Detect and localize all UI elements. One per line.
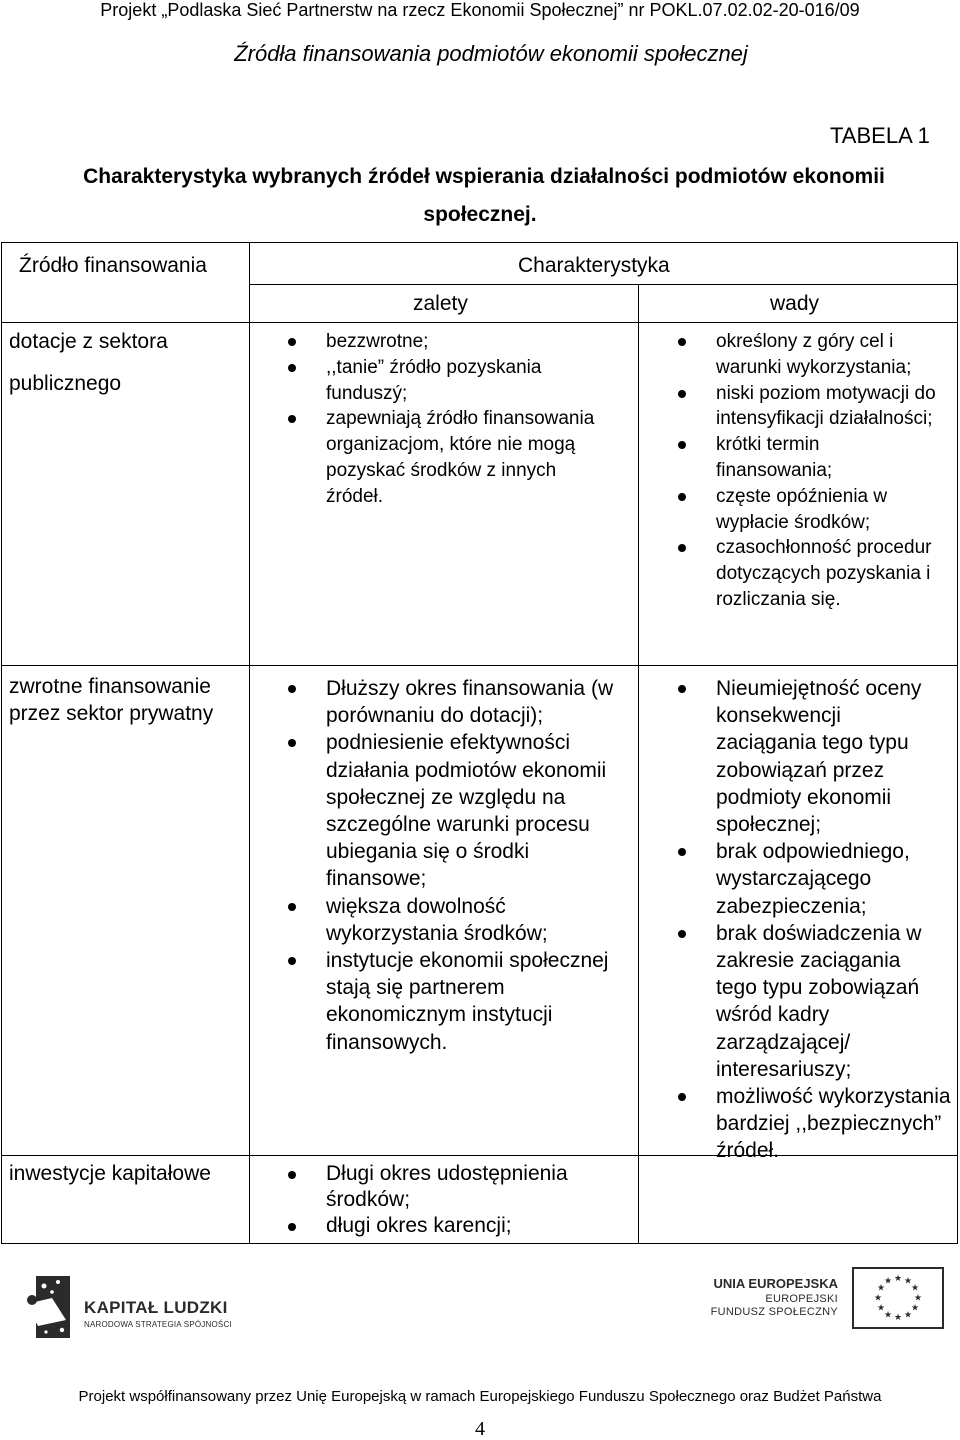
eu-logo-line1: UNIA EUROPEJSKA: [713, 1276, 838, 1291]
project-header: Projekt „Podlaska Sieć Partnerstw na rzecz Ekonomii Społecznej” nr POKL.07.02.02-20-016/09: [100, 0, 860, 20]
svg-text:★: ★: [903, 1310, 913, 1321]
list-item: możliwość wykorzystania bardziej ,,bezpiecznych” źródeł.: [674, 1083, 956, 1165]
row2-source: zwrotne finansowanie przez sektor prywatny: [9, 675, 214, 725]
kapital-ludzki-emblem-icon: [22, 1272, 82, 1342]
table-border-top: [1, 242, 958, 243]
header-cons: wady: [770, 292, 820, 315]
list-item: brak doświadczenia w zakresie zaciągania tego typu zobowiązań wśród kadry zarządzającej/ interesariuszy;: [674, 920, 956, 1083]
eu-logo-line3: FUNDUSZ SPOŁECZNY: [710, 1306, 838, 1318]
eu-efs-logo: [690, 1266, 946, 1332]
svg-text:★: ★: [913, 1293, 923, 1304]
list-item: większa dowolność wykorzystania środków;: [284, 893, 630, 947]
header-source: Źródło finansowania: [19, 254, 207, 277]
kapital-ludzki-title: KAPITAŁ LUDZKI: [84, 1298, 228, 1317]
list-item: podniesienie efektywności działania podmiotów ekonomii społecznej ze względu na szczególne warunki procesu ubiegania się o środki finansowe;: [284, 729, 630, 892]
table-border-bottom: [1, 1243, 958, 1244]
page-number: 4: [475, 1418, 485, 1440]
svg-text:★: ★: [883, 1310, 893, 1321]
table-border-row1: [1, 665, 958, 666]
cofinance-footer: Projekt współfinansowany przez Unię Europejską w ramach Europejskiego Funduszu Społecznego oraz Budżet Państwa: [78, 1388, 882, 1405]
list-item: Nieumiejętność oceny konsekwencji zaciągania tego typu zobowiązań przez podmioty ekonomii społecznej;: [674, 675, 956, 838]
table-border-col2: [638, 284, 639, 1244]
svg-text:★: ★: [910, 1283, 920, 1294]
header-pros: zalety: [413, 292, 468, 315]
list-item: czasochłonność procedur dotyczących pozyskania i rozliczania się.: [674, 535, 954, 612]
list-item: określony z góry cel i warunki wykorzystania;: [674, 329, 954, 381]
table-caption-line1: Charakterystyka wybranych źródeł wspierania działalności podmiotów ekonomii: [83, 165, 885, 188]
table-border-left: [1, 242, 2, 1244]
row3-pros-list: [284, 1161, 630, 1239]
svg-text:★: ★: [876, 1303, 886, 1314]
kapital-ludzki-logo: [22, 1272, 242, 1342]
table-label: TABELA 1: [830, 123, 930, 148]
list-item: zapewniają źródło finansowania organizacjom, które nie mogą pozyskać środków z innych źródeł.: [284, 406, 604, 509]
row3-source: inwestycje kapitałowe: [9, 1162, 211, 1185]
list-item: Dłuższy okres finansowania (w porównaniu do dotacji);: [284, 675, 630, 729]
svg-text:★: ★: [910, 1303, 920, 1314]
svg-text:★: ★: [903, 1276, 913, 1287]
table-border-col1: [249, 242, 250, 1244]
list-item: ,,tanie” źródło pozyskania funduszý;: [284, 355, 604, 407]
svg-text:★: ★: [893, 1313, 903, 1323]
row2-pros-list: [284, 675, 630, 1056]
list-item: Długi okres udostępnienia środków;: [284, 1161, 630, 1213]
row2-cons-list: [674, 675, 956, 1165]
list-item: instytucje ekonomii społecznej stają się partnerem ekonomicznym instytucji finansowych.: [284, 947, 630, 1056]
list-item: krótki termin finansowania;: [674, 432, 954, 484]
row1-source-line1: dotacje z sektora: [9, 330, 168, 353]
table-caption-line2: społecznej.: [423, 203, 537, 226]
row1-pros-list: [284, 329, 604, 510]
document-title: Źródła finansowania podmiotów ekonomii społecznej: [234, 41, 748, 66]
row1-cons-list: [674, 329, 954, 613]
svg-text:★: ★: [876, 1283, 886, 1294]
table-border-header-bottom: [1, 322, 958, 323]
table-border-subheader: [249, 284, 958, 285]
svg-text:★: ★: [893, 1274, 903, 1284]
list-item: długi okres karencji;: [284, 1213, 630, 1239]
list-item: częste opóźnienia w wypłacie środków;: [674, 484, 954, 536]
kapital-ludzki-subtitle: NARODOWA STRATEGIA SPÓJNOŚCI: [84, 1320, 232, 1329]
row1-source-line2: publicznego: [9, 372, 122, 395]
svg-text:★: ★: [883, 1276, 893, 1287]
svg-text:★: ★: [873, 1293, 883, 1304]
table-border-right: [957, 242, 958, 1244]
list-item: niski poziom motywacji do intensyfikacji działalności;: [674, 381, 954, 433]
header-characteristic: Charakterystyka: [518, 254, 670, 277]
list-item: bezzwrotne;: [284, 329, 604, 355]
eu-flag-icon: [852, 1267, 944, 1329]
list-item: brak odpowiedniego, wystarczającego zabezpieczenia;: [674, 838, 956, 920]
eu-logo-line2: EUROPEJSKI: [765, 1293, 838, 1305]
